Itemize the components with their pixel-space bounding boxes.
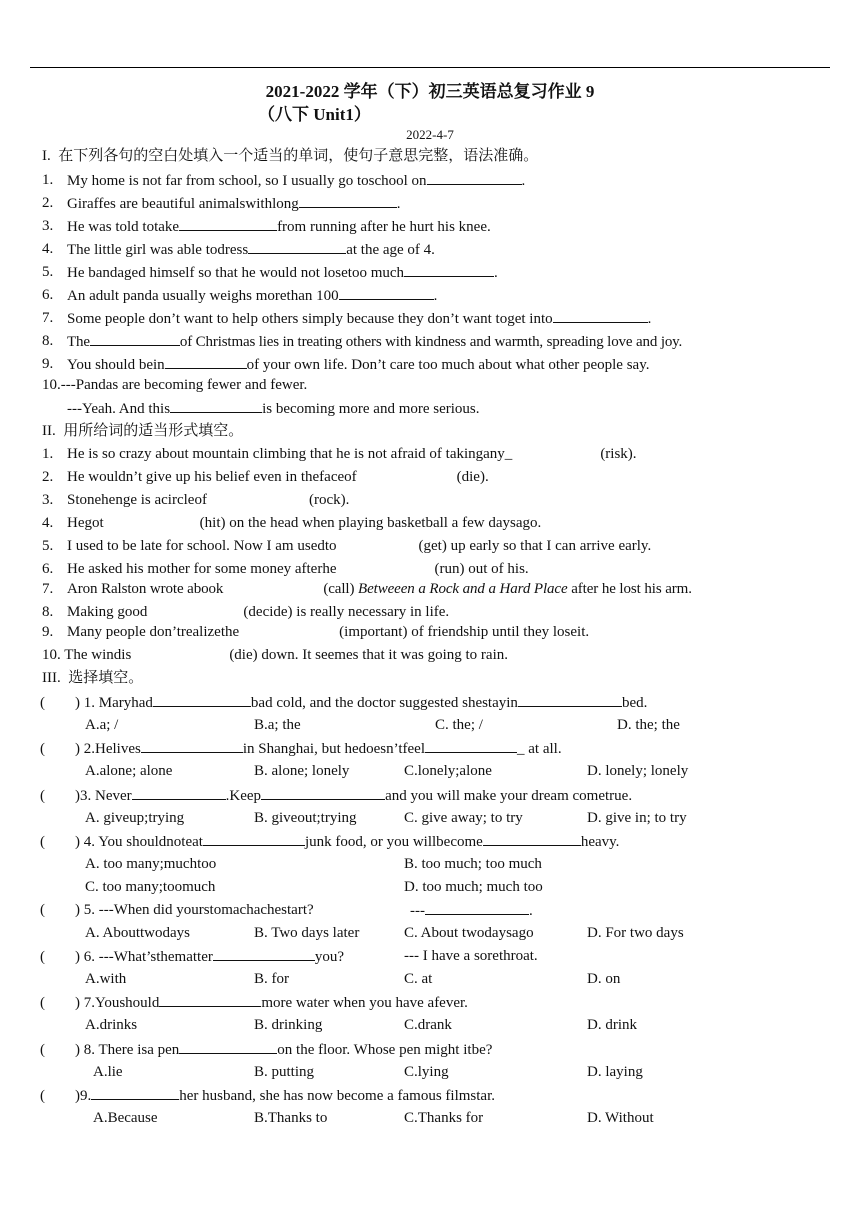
- list-item: I used to be late for school. Now I am usedto (get) up early so that I can arrive early.: [67, 538, 652, 554]
- top-rule: [30, 67, 830, 68]
- question-4: ( ) 4. You shouldnoteat junk food, or you willbecome heavy.: [40, 831, 619, 852]
- list-item: 8.: [42, 604, 54, 620]
- list-item: Hegot (hit) on the head when playing basketball a few daysago.: [67, 515, 542, 531]
- answer-blank[interactable]: [425, 900, 529, 915]
- list-item: 2.: [42, 195, 54, 211]
- answer-blank[interactable]: [427, 170, 522, 185]
- answer-blank[interactable]: [203, 831, 305, 846]
- list-item: 4.: [42, 241, 54, 257]
- answer-blank[interactable]: [179, 1039, 277, 1054]
- option-c[interactable]: C.drank: [404, 1017, 452, 1033]
- option-a[interactable]: A.lie: [93, 1064, 123, 1080]
- list-item: Some people don’t want to help others simply because they don’t want toget into .: [67, 308, 651, 329]
- option-b[interactable]: B. for: [254, 971, 289, 987]
- option-a[interactable]: A. giveup;trying: [85, 810, 185, 826]
- option-d[interactable]: D. laying: [587, 1064, 643, 1080]
- option-c[interactable]: C. About twodaysago: [404, 925, 534, 941]
- option-b[interactable]: B. alone; lonely: [254, 763, 350, 779]
- list-item: The little girl was able todress at the age of 4.: [67, 239, 435, 260]
- list-item: You should bein of your own life. Don’t care too much about what other people say.: [67, 354, 649, 375]
- list-item: 3.: [42, 492, 54, 508]
- list-item: He is so crazy about mountain climbing that he is not afraid of takingany_ (risk).: [67, 446, 637, 462]
- answer-blank[interactable]: [483, 831, 581, 846]
- section-3-heading: III. 选择填空。: [42, 670, 144, 686]
- question-5-answer: --- .: [410, 900, 533, 921]
- list-item: An adult panda usually weighs morethan 100 .: [67, 285, 437, 306]
- answer-blank[interactable]: [159, 992, 261, 1007]
- list-item: Many people don’trealizethe (important) of friendship until they loseit.: [67, 624, 590, 640]
- option-a[interactable]: A.drinks: [85, 1017, 138, 1033]
- list-item: Making good (decide) is really necessary in life.: [67, 604, 450, 620]
- option-d[interactable]: D. too much; much too: [404, 879, 543, 895]
- option-d[interactable]: D. the; the: [617, 717, 680, 733]
- answer-blank[interactable]: [337, 536, 419, 550]
- list-item: 8.: [42, 333, 54, 349]
- list-item: 5.: [42, 264, 54, 280]
- option-d[interactable]: D. Without: [587, 1110, 654, 1126]
- option-b[interactable]: B.Thanks to: [254, 1110, 328, 1126]
- list-item: 10. The windis (die) down. It seemes that it was going to rain.: [42, 647, 508, 663]
- answer-blank[interactable]: [132, 785, 226, 800]
- list-item: He bandaged himself so that he would not losetoo much .: [67, 262, 498, 283]
- list-item: 1.: [42, 446, 54, 462]
- answer-blank[interactable]: [153, 692, 251, 707]
- option-d[interactable]: D. lonely; lonely: [587, 763, 689, 779]
- list-item: 7.: [42, 581, 54, 597]
- answer-blank[interactable]: [207, 490, 309, 504]
- list-item: 1.: [42, 172, 54, 188]
- list-item: The of Christmas lies in treating others with kindness and warmth, spreading love and joy.: [67, 331, 682, 352]
- page-subtitle: （八下 Unit1）: [258, 105, 371, 124]
- answer-blank[interactable]: [223, 579, 323, 593]
- list-item: 5.: [42, 538, 54, 554]
- answer-blank[interactable]: [104, 513, 200, 527]
- option-d[interactable]: D. drink: [587, 1017, 637, 1033]
- option-b[interactable]: B. giveout;trying: [254, 810, 357, 826]
- question-9: ( )9. her husband, she has now become a famous filmstar.: [40, 1085, 495, 1106]
- answer-blank[interactable]: [299, 193, 397, 208]
- question-1: ( ) 1. Maryhad bad cold, and the doctor suggested shestayin bed.: [40, 692, 647, 713]
- list-item: 9.: [42, 624, 54, 640]
- question-7: ( ) 7.Youshould more water when you have afever.: [40, 992, 468, 1013]
- answer-blank[interactable]: [357, 467, 457, 481]
- list-item: 9.: [42, 356, 54, 372]
- option-c[interactable]: C. at: [404, 971, 433, 987]
- page-title: 2021-2022 学年（下）初三英语总复习作业 9: [265, 82, 595, 101]
- answer-blank[interactable]: [170, 398, 262, 413]
- answer-blank[interactable]: [165, 354, 247, 369]
- option-c[interactable]: C. too many;toomuch: [85, 879, 216, 895]
- option-d[interactable]: D. For two days: [587, 925, 684, 941]
- question-8: ( ) 8. There isa pen on the floor. Whose pen might itbe?: [40, 1039, 492, 1060]
- answer-blank[interactable]: [141, 738, 243, 753]
- list-item: My home is not far from school, so I usually go toschool on .: [67, 170, 525, 191]
- list-item: 2.: [42, 469, 54, 485]
- section-2-heading: II. 用所给词的适当形式填空。: [42, 423, 244, 439]
- question-3: ( )3. Never .Keep and you will make your dream cometrue.: [40, 785, 632, 806]
- answer-blank[interactable]: [91, 1085, 179, 1100]
- answer-blank[interactable]: [147, 602, 243, 616]
- list-item: Giraffes are beautiful animalswithlong .: [67, 193, 400, 214]
- date-label: 2022-4-7: [406, 127, 454, 142]
- answer-blank[interactable]: [404, 262, 494, 277]
- option-c[interactable]: C.lonely;alone: [404, 763, 492, 779]
- option-c[interactable]: C.lying: [404, 1064, 449, 1080]
- section-1-heading: I. 在下列各句的空白处填入一个适当的单词，使句子意思完整，语法准确。: [42, 148, 539, 164]
- list-item: 6.: [42, 287, 54, 303]
- list-item: Aron Ralston wrote abook (call) Betweeen a Rock and a Hard Place after he lost his arm.: [67, 581, 692, 597]
- answer-blank[interactable]: [179, 216, 277, 231]
- answer-blank[interactable]: [131, 645, 229, 659]
- question-5: ( ) 5. ---When did yourstomachachestart?: [40, 902, 314, 918]
- list-item: He asked his mother for some money afterhe (run) out of his.: [67, 561, 529, 577]
- answer-blank[interactable]: [239, 622, 339, 636]
- answer-blank[interactable]: [339, 285, 434, 300]
- answer-blank[interactable]: [213, 946, 315, 961]
- option-a[interactable]: A. Abouttwodays: [85, 925, 190, 941]
- option-c[interactable]: C. the; /: [435, 717, 483, 733]
- option-b[interactable]: B. drinking: [254, 1017, 323, 1033]
- option-b[interactable]: B. putting: [254, 1064, 315, 1080]
- answer-blank[interactable]: [425, 738, 517, 753]
- option-a[interactable]: A. too many;muchtoo: [85, 856, 217, 872]
- option-a[interactable]: A.a; /: [85, 717, 119, 733]
- answer-blank[interactable]: [512, 444, 600, 458]
- answer-blank[interactable]: [90, 331, 180, 346]
- answer-blank[interactable]: [518, 692, 622, 707]
- option-c[interactable]: C. give away; to try: [404, 810, 523, 826]
- list-item: He wouldn’t give up his belief even in thefaceof (die).: [67, 469, 489, 485]
- answer-blank[interactable]: [553, 308, 648, 323]
- list-item: He was told totake from running after he hurt his knee.: [67, 216, 491, 237]
- list-item: 6.: [42, 561, 54, 577]
- list-item: 10.---Pandas are becoming fewer and fewer.: [42, 377, 308, 393]
- question-6: ( ) 6. ---What’sthematter you?: [40, 946, 344, 967]
- list-item: ---Yeah. And this is becoming more and more serious.: [67, 398, 480, 419]
- list-item: 4.: [42, 515, 54, 531]
- answer-blank[interactable]: [261, 785, 385, 800]
- option-d[interactable]: D. on: [587, 971, 621, 987]
- option-b[interactable]: B. Two days later: [254, 925, 360, 941]
- option-d[interactable]: D. give in; to try: [587, 810, 687, 826]
- option-a[interactable]: A.Because: [93, 1110, 158, 1126]
- option-a[interactable]: A.alone; alone: [85, 763, 173, 779]
- option-b[interactable]: B. too much; too much: [404, 856, 542, 872]
- answer-blank[interactable]: [337, 559, 435, 573]
- list-item: Stonehenge is acircleof (rock).: [67, 492, 350, 508]
- option-c[interactable]: C.Thanks for: [404, 1110, 484, 1126]
- question-2: ( ) 2.Helives in Shanghai, but hedoesn’tfeel _ at all.: [40, 738, 562, 759]
- option-b[interactable]: B.a; the: [254, 717, 301, 733]
- question-6-reply: --- I have a sorethroat.: [404, 948, 538, 964]
- list-item: 7.: [42, 310, 54, 326]
- option-a[interactable]: A.with: [85, 971, 127, 987]
- list-item: 3.: [42, 218, 54, 234]
- answer-blank[interactable]: [248, 239, 346, 254]
